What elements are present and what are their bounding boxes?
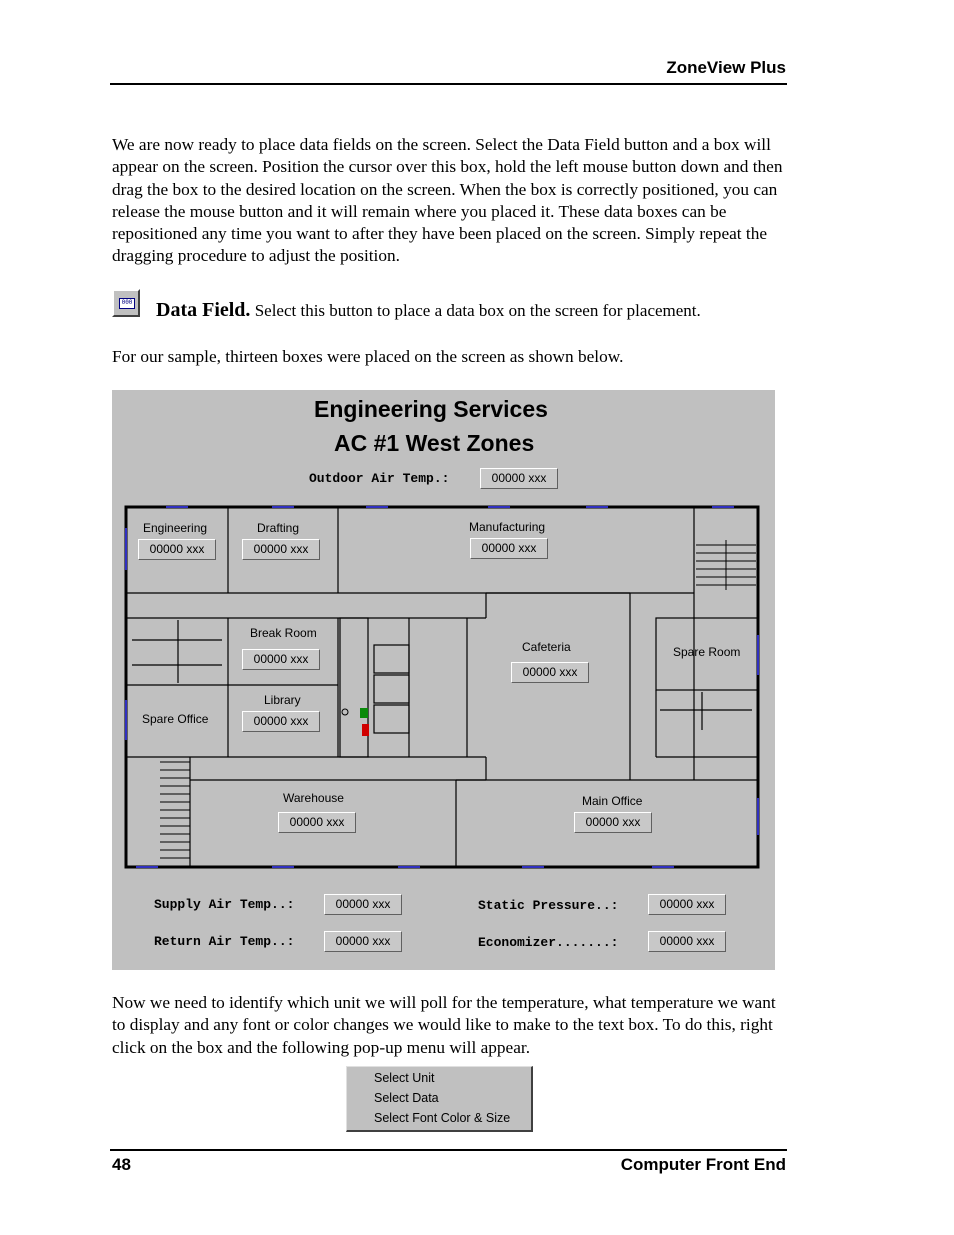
footer-rule (110, 1149, 787, 1151)
page-number: 48 (112, 1155, 131, 1174)
drafting-data-field[interactable]: 00000 xxx (242, 539, 320, 560)
data-field-description (156, 299, 701, 322)
economizer-field[interactable]: 00000 xxx (648, 931, 726, 952)
engineering-data-field[interactable]: 00000 xxx (138, 539, 216, 560)
data-field-button-icon[interactable] (112, 289, 140, 317)
break-room-data-field[interactable]: 00000 xxx (242, 649, 320, 670)
zoneview-screenshot (112, 390, 775, 970)
supply-air-temp-field[interactable]: 00000 xxx (324, 894, 402, 915)
room-warehouse-label: Warehouse (283, 791, 344, 805)
outdoor-air-temp-field[interactable]: 00000 xxx (480, 468, 558, 489)
screen-title-line1: Engineering Services (314, 396, 548, 422)
manufacturing-data-field[interactable]: 00000 xxx (470, 538, 548, 559)
cafeteria-data-field[interactable]: 00000 xxx (511, 662, 589, 683)
data-field-heading: Data Field. (156, 299, 251, 321)
room-manufacturing-label: Manufacturing (469, 520, 546, 534)
running-footer-title: Computer Front End (620, 1155, 786, 1174)
menu-item-select-data[interactable]: Select Data (374, 1091, 439, 1105)
room-spare-office-label: Spare Office (142, 712, 209, 726)
static-pressure-field[interactable]: 00000 xxx (648, 894, 726, 915)
static-pressure-label: Static Pressure..: (478, 898, 619, 913)
library-data-field[interactable]: 00000 xxx (242, 711, 320, 732)
room-cafeteria-label: Cafeteria (522, 640, 571, 654)
warehouse-data-field[interactable]: 00000 xxx (278, 812, 356, 833)
return-air-temp-label: Return Air Temp..: (154, 934, 295, 949)
intro-paragraph: We are now ready to place data fields on the screen. Select the Data Field button and a box will appear on the screen. Position the cursor over this box, hold the left mouse button down and then drag the box to the desired location on the screen. When the box is correctly positioned, you can release the mouse button and it will remain where you placed it. These data boxes can be repositioned any time you want to after they have been placed on the screen. Simply repeat the dragging procedure to adjust the position. (112, 135, 783, 266)
context-popup-menu (346, 1066, 533, 1132)
screen-title-line2: AC #1 West Zones (334, 430, 535, 456)
menu-item-select-font-color-size[interactable]: Select Font Color & Size (374, 1111, 511, 1125)
running-header-title: ZoneView Plus (666, 58, 786, 77)
room-drafting-label: Drafting (257, 521, 300, 535)
header-rule (110, 83, 787, 85)
supply-air-temp-label: Supply Air Temp..: (154, 897, 295, 912)
room-spare-room-label: Spare Room (673, 645, 741, 659)
main-office-data-field[interactable]: 00000 xxx (574, 812, 652, 833)
menu-item-select-unit[interactable]: Select Unit (374, 1071, 435, 1085)
room-main-office-label: Main Office (582, 794, 643, 808)
outdoor-air-temp-label: Outdoor Air Temp.: (309, 471, 450, 486)
room-break-room-label: Break Room (250, 626, 317, 640)
room-library-label: Library (264, 693, 301, 707)
economizer-label: Economizer.......: (478, 935, 619, 950)
instructions-paragraph: Now we need to identify which unit we will poll for the temperature, what temperature we want to display and any font or color changes we would like to make to the text box. To do this, right click on the box and the following pop-up menu will appear. (112, 993, 776, 1057)
sample-paragraph: For our sample, thirteen boxes were placed on the screen as shown below. (112, 347, 624, 366)
data-field-glyph: 000 (119, 298, 135, 309)
data-field-text: Select this button to place a data box on the screen for placement. (254, 301, 701, 320)
return-air-temp-field[interactable]: 00000 xxx (324, 931, 402, 952)
room-engineering-label: Engineering (143, 521, 208, 535)
